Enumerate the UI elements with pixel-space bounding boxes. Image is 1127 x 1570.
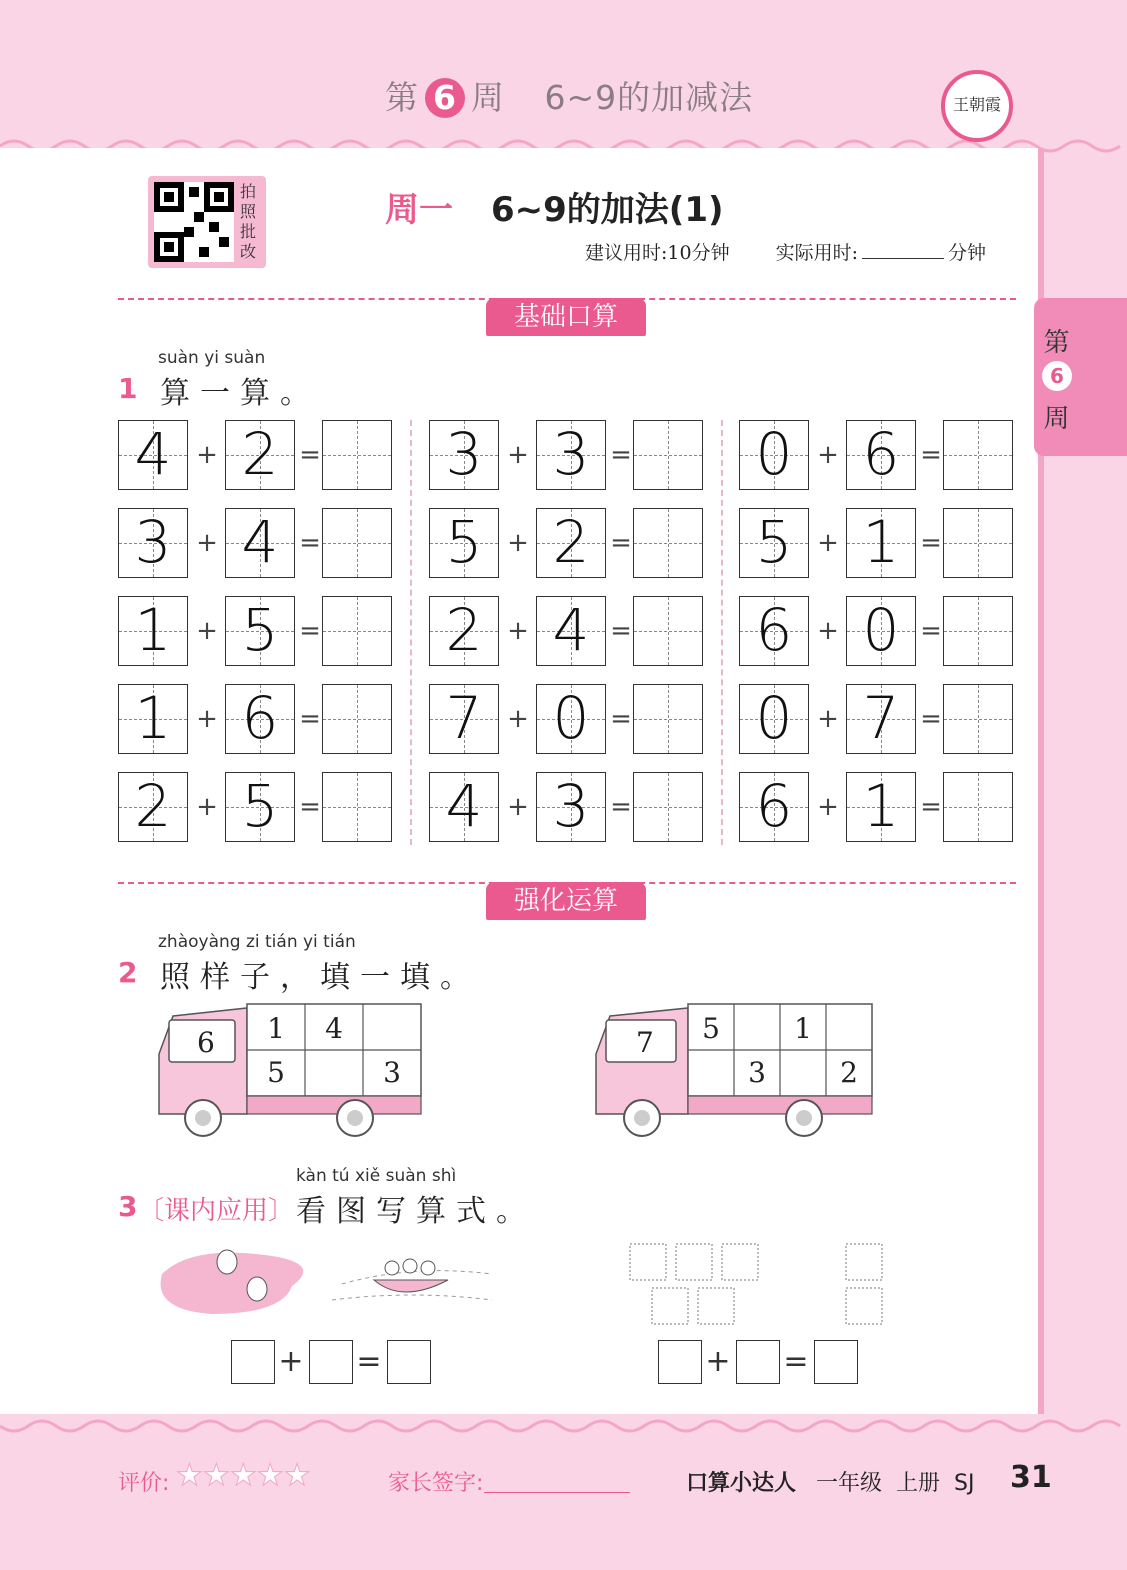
lesson-day: 周一: [385, 190, 453, 230]
equals-sign: =: [299, 704, 321, 734]
digit: 0: [552, 684, 590, 752]
rabbits-pond-illustration: [152, 1234, 497, 1324]
star-icon[interactable]: ★: [283, 1458, 311, 1493]
addend-cell: [429, 772, 499, 842]
equals-sign: =: [920, 528, 942, 558]
digit: 3: [552, 420, 590, 488]
plus-sign: +: [507, 616, 529, 646]
equals-sign: =: [783, 1344, 809, 1379]
digit: 2: [445, 596, 483, 664]
answer-box[interactable]: [658, 1340, 702, 1384]
plus-sign: +: [507, 440, 529, 470]
addend-cell: [846, 420, 916, 490]
truck-cell: 1: [794, 1012, 812, 1045]
plus-sign: +: [817, 792, 839, 822]
digit: 5: [755, 508, 793, 576]
grade-label: 一年级 上册 SJ: [816, 1471, 975, 1496]
q1-number: 1: [118, 372, 138, 405]
week-prefix: 第: [385, 78, 419, 117]
addend-cell: [536, 772, 606, 842]
q3-number: 3: [118, 1190, 138, 1223]
truck-cell: 1: [267, 1012, 285, 1045]
equals-sign: =: [610, 792, 632, 822]
truck-cell: 5: [702, 1012, 720, 1045]
plus-sign: +: [196, 528, 218, 558]
answer-cell[interactable]: [322, 772, 392, 842]
side-week-tab: [1034, 298, 1127, 456]
digit: 2: [134, 772, 172, 840]
answer-cell[interactable]: [322, 420, 392, 490]
actual-time-label: 实际用时:: [775, 242, 859, 264]
actual-time-blank[interactable]: [862, 258, 944, 259]
digit: 0: [862, 596, 900, 664]
truck-cell: 5: [267, 1056, 285, 1089]
plus-sign: +: [507, 528, 529, 558]
addend-cell: [846, 684, 916, 754]
page-number: 31: [1010, 1460, 1052, 1495]
digit: 1: [862, 772, 900, 840]
author-seal-logo: 王朝霞: [941, 70, 1013, 142]
truck-cell[interactable]: [688, 1050, 734, 1095]
digit: 2: [241, 420, 279, 488]
digit: 5: [445, 508, 483, 576]
side-tab-top: 第: [1043, 328, 1070, 358]
digit: 5: [241, 772, 279, 840]
addend-cell: [225, 420, 295, 490]
digit: 0: [755, 684, 793, 752]
equals-sign: =: [299, 528, 321, 558]
qr-label-char: 拍: [240, 182, 257, 201]
answer-box[interactable]: [814, 1340, 858, 1384]
answer-cell[interactable]: [943, 420, 1013, 490]
truck-cell[interactable]: [826, 1006, 872, 1051]
addend-cell: [846, 772, 916, 842]
addend-cell: [118, 420, 188, 490]
plus-sign: +: [196, 792, 218, 822]
notebooks-illustration: [622, 1234, 892, 1334]
answer-box[interactable]: [231, 1340, 275, 1384]
digit: 1: [862, 508, 900, 576]
plus-sign: +: [196, 616, 218, 646]
header-title: [385, 72, 753, 119]
header-topic: 6~9的加减法: [544, 78, 754, 117]
answer-box[interactable]: [309, 1340, 353, 1384]
time-line: [585, 238, 986, 265]
equals-sign: =: [920, 440, 942, 470]
plus-sign: +: [817, 616, 839, 646]
section-tab-basic: 基础口算: [486, 298, 646, 336]
truck-cell: [305, 1050, 363, 1095]
answer-cell[interactable]: [633, 508, 703, 578]
answer-cell[interactable]: [943, 684, 1013, 754]
truck-exercise: [592, 1002, 877, 1142]
digit: 6: [862, 420, 900, 488]
answer-cell[interactable]: [633, 596, 703, 666]
plus-sign: +: [705, 1344, 731, 1379]
column-divider: [721, 420, 723, 845]
addend-cell: [846, 596, 916, 666]
footer: [0, 1458, 1127, 1508]
digit: 4: [445, 772, 483, 840]
digit: 4: [134, 420, 172, 488]
addend-cell: [429, 684, 499, 754]
lesson-name: 6~9的加法(1): [491, 190, 724, 230]
addend-cell: [429, 508, 499, 578]
q3-tag: 〔课内应用〕: [138, 1196, 295, 1226]
answer-cell[interactable]: [633, 420, 703, 490]
star-icon[interactable]: ★: [229, 1458, 257, 1493]
addend-cell: [739, 596, 809, 666]
addend-cell: [739, 420, 809, 490]
addend-cell: [846, 508, 916, 578]
digit: 3: [134, 508, 172, 576]
lesson-title: [385, 182, 724, 231]
digit: 7: [445, 684, 483, 752]
signature-line[interactable]: [484, 1492, 630, 1493]
star-icon[interactable]: ★: [176, 1458, 203, 1493]
equals-sign: =: [356, 1344, 382, 1379]
digit: 6: [755, 772, 793, 840]
addend-cell: [429, 596, 499, 666]
truck-cab-number: 7: [636, 1026, 654, 1059]
truck-cell: 3: [383, 1056, 401, 1089]
truck-cell[interactable]: [780, 1050, 826, 1095]
answer-cell[interactable]: [633, 684, 703, 754]
qr-label-char: 照: [240, 202, 257, 221]
q1-text: 算一算。: [160, 376, 320, 411]
equals-sign: =: [610, 616, 632, 646]
q2-number: 2: [118, 956, 138, 989]
plus-sign: +: [817, 528, 839, 558]
truck-cell: 3: [748, 1056, 766, 1089]
equals-sign: =: [920, 704, 942, 734]
answer-box[interactable]: [736, 1340, 780, 1384]
suggested-time: 建议用时:10分钟: [585, 242, 730, 264]
answer-box[interactable]: [387, 1340, 431, 1384]
equals-sign: =: [610, 440, 632, 470]
plus-sign: +: [196, 440, 218, 470]
column-divider: [410, 420, 412, 845]
digit: 2: [552, 508, 590, 576]
addend-cell: [118, 508, 188, 578]
digit: 3: [445, 420, 483, 488]
digit: 5: [241, 596, 279, 664]
truck-cell: [363, 1006, 421, 1051]
equals-sign: =: [610, 704, 632, 734]
addend-cell: [225, 508, 295, 578]
answer-cell[interactable]: [943, 508, 1013, 578]
digit: 1: [134, 596, 172, 664]
star-icon[interactable]: ★: [202, 1458, 230, 1493]
plus-sign: +: [507, 704, 529, 734]
plus-sign: +: [278, 1344, 304, 1379]
section-tab-advanced: 强化运算: [486, 882, 646, 920]
equals-sign: =: [299, 440, 321, 470]
addend-cell: [118, 596, 188, 666]
side-tab-number: 6: [1042, 361, 1072, 391]
equals-sign: =: [299, 616, 321, 646]
side-tab-bottom: 周: [1043, 404, 1070, 434]
week-suffix: 周: [471, 78, 505, 117]
plus-sign: +: [817, 440, 839, 470]
answer-cell[interactable]: [322, 684, 392, 754]
plus-sign: +: [196, 704, 218, 734]
plus-sign: +: [817, 704, 839, 734]
addend-cell: [118, 684, 188, 754]
addend-cell: [225, 596, 295, 666]
truck-cab-number: 6: [197, 1026, 215, 1059]
week-number-badge: 6: [425, 78, 465, 118]
answer-cell[interactable]: [322, 508, 392, 578]
addend-cell: [739, 772, 809, 842]
digit: 1: [134, 684, 172, 752]
answer-cell[interactable]: [943, 772, 1013, 842]
addend-cell: [739, 508, 809, 578]
answer-cell[interactable]: [633, 772, 703, 842]
digit: 4: [241, 508, 279, 576]
plus-sign: +: [507, 792, 529, 822]
digit: 7: [862, 684, 900, 752]
q1-pinyin: suàn yi suàn: [158, 348, 266, 368]
qr-label: [240, 182, 260, 262]
truck-cell: 2: [840, 1056, 858, 1089]
bottom-wave-border: [0, 1414, 1127, 1444]
truck-cell: 4: [325, 1012, 343, 1045]
addend-cell: [536, 596, 606, 666]
equals-sign: =: [920, 792, 942, 822]
qr-label-char: 改: [240, 242, 257, 261]
addend-cell: [536, 420, 606, 490]
q2-pinyin: zhàoyàng zi tián yi tián: [158, 932, 356, 952]
rating-label: 评价:: [118, 1471, 170, 1496]
digit: 6: [755, 596, 793, 664]
truck-example: [155, 1002, 425, 1142]
digit: 3: [552, 772, 590, 840]
addend-cell: [739, 684, 809, 754]
actual-time-unit: 分钟: [948, 242, 987, 264]
qr-code-block[interactable]: [148, 176, 266, 268]
q3-text: 看图写算式。: [296, 1194, 536, 1229]
answer-cell[interactable]: [943, 596, 1013, 666]
book-title: 口算小达人: [686, 1471, 797, 1496]
addend-cell: [536, 684, 606, 754]
qr-code-icon: [154, 182, 234, 262]
truck-cell[interactable]: [734, 1006, 780, 1051]
addend-cell: [536, 508, 606, 578]
q3-pinyin: kàn tú xiě suàn shì: [296, 1166, 457, 1186]
q2-text: 照样子，填一填。: [160, 960, 480, 995]
equals-sign: =: [920, 616, 942, 646]
addend-cell: [225, 684, 295, 754]
rating-stars[interactable]: [176, 1458, 311, 1493]
qr-label-char: 批: [240, 222, 257, 241]
equals-sign: =: [299, 792, 321, 822]
addend-cell: [225, 772, 295, 842]
equals-sign: =: [610, 528, 632, 558]
digit: 4: [552, 596, 590, 664]
digit: 6: [241, 684, 279, 752]
addend-cell: [118, 772, 188, 842]
star-icon[interactable]: ★: [256, 1458, 284, 1493]
digit: 0: [755, 420, 793, 488]
signature-label: 家长签字:: [388, 1471, 484, 1496]
addend-cell: [429, 420, 499, 490]
answer-cell[interactable]: [322, 596, 392, 666]
